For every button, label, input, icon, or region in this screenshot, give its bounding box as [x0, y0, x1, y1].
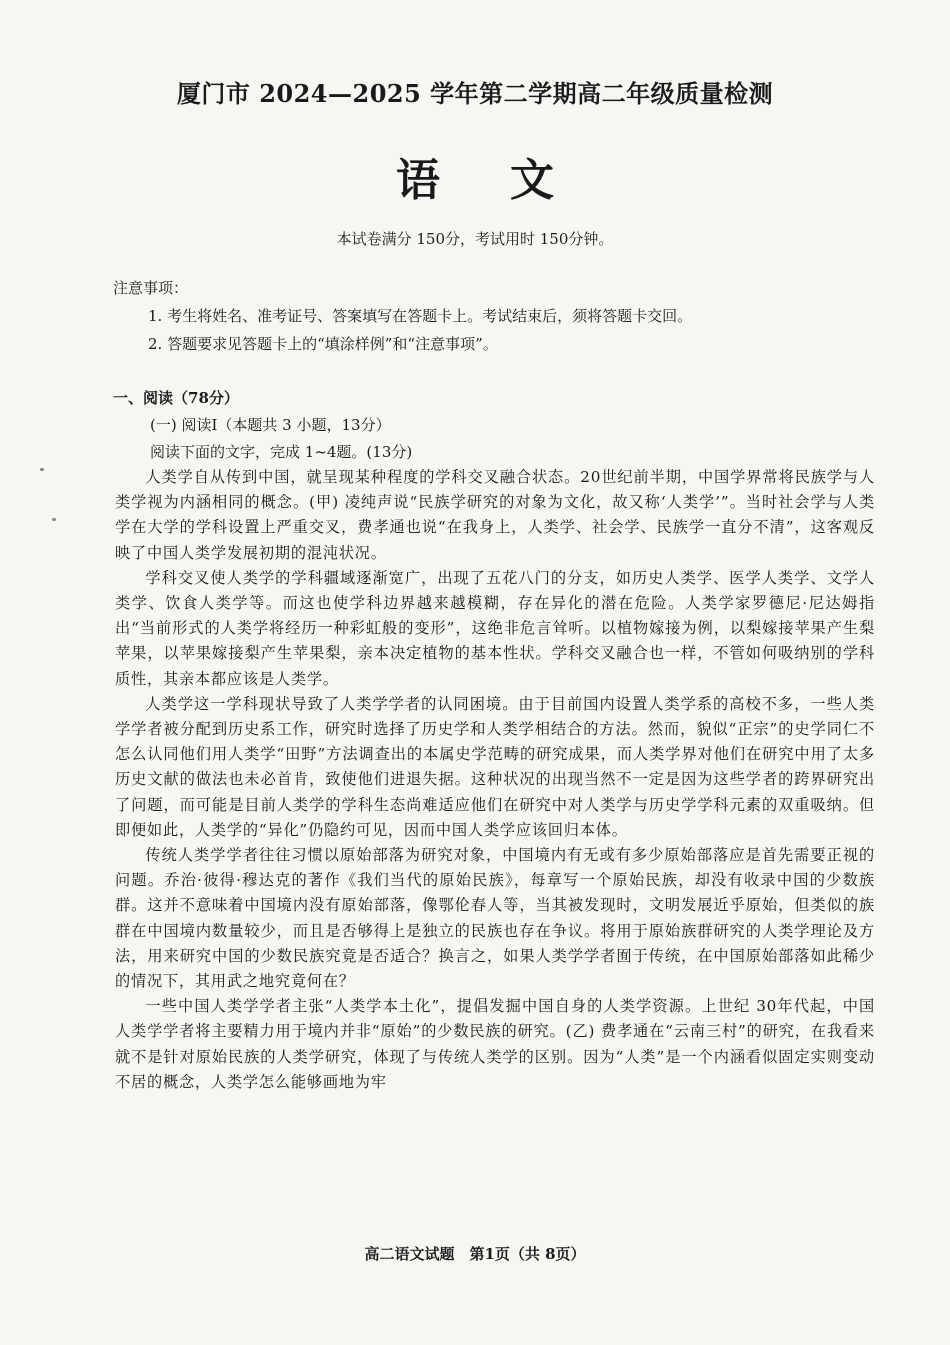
scan-speck	[40, 468, 44, 471]
exam-title: 厦门市 2024—2025 学年第二学期高二年级质量检测	[176, 79, 774, 108]
passage-paragraph: 人类学自从传到中国，就呈现某种程度的学科交叉融合状态。20世纪前半期，中国学界常将民族学与人类学视为内涵相同的概念。(甲) 凌纯声说“民族学研究的对象为文化，故又称‘人类学’”。当时社会学与人类学在大学的学科设置上严重交叉，费孝通也说“在我身上，人类学、社会学、民族学一直分不清”，这客观反映了中国人类学发展初期的混沌状况。	[115, 468, 875, 562]
scan-speck	[52, 518, 56, 521]
passage-paragraph: 学科交叉使人类学的学科疆域逐渐宽广，出现了五花八门的分支，如历史人类学、医学人类学、文学人类学、饮食人类学等。而这也使学科边界越来越模糊，存在异化的潜在危险。人类学家罗德尼·尼达姆指出“当前形式的人类学将经历一种彩虹般的变形”，这绝非危言耸听。以植物嫁接为例，以梨嫁接苹果产生梨苹果，以苹果嫁接梨产生苹果梨，亲本决定植物的基本性状。学科交叉融合也一样，不管如何吸纳别的学科质性，其亲本都应该是人类学。	[115, 568, 875, 688]
note-item: 2. 答题要求见答题卡上的“填涂样例”和“注意事项”。	[148, 335, 498, 353]
passage-paragraph: 一些中国人类学学者主张“人类学本土化”，提倡发掘中国自身的人类学资源。上世纪 30年代起，中国人类学学者将主要精力用于境内并非“原始”的少数民族的研究。(乙) 费孝通在“云南三村”的研究，在我看来就不是针对原始民族的人类学研究，体现了与传统人类学的区别。因为“人类”是一个内涵看似固定实则变动不居的概念，人类学怎么能够画地为牢	[115, 997, 875, 1091]
section-heading: 一、阅读（78分）	[113, 389, 239, 407]
note-item: 1. 考生将姓名、准考证号、答案填写在答题卡上。考试结束后，须将答题卡交回。	[148, 307, 693, 325]
notes-title: 注意事项：	[113, 279, 189, 297]
page-footer: 高二语文试题 第1页（共 8页）	[364, 1245, 586, 1263]
passage-paragraph: 人类学这一学科现状导致了人类学学者的认同困境。由于目前国内设置人类学系的高校不多，一些人类学学者被分配到历史系工作，研究时选择了历史学和人类学相结合的方法。然而，貌似“正宗”的史学同仁不怎么认同他们用人类学“田野”方法调查出的本属史学范畴的研究成果，而人类学界对他们在研究中用了太多历史文献的做法也未必首肯，致使他们进退失据。这种状况的出现当然不一定是因为这些学者的跨界研究出了问题，而可能是目前人类学的学科生态尚难适应他们在研究中对人类学与历史学学科元素的双重吸纳。但即便如此，人类学的“异化”仍隐约可见，因而中国人类学应该回归本体。	[115, 694, 875, 839]
subject-title: 语文	[396, 155, 624, 206]
exam-info: 本试卷满分 150分，考试用时 150分钟。	[336, 230, 614, 248]
reading-instruction: 阅读下面的文字，完成 1~4题。(13分)	[150, 443, 413, 461]
passage-paragraph: 传统人类学学者往往习惯以原始部落为研究对象，中国境内有无或有多少原始部落应是首先需要正视的问题。乔治·彼得·穆达克的著作《我们当代的原始民族》，每章写一个原始民族，却没有收录中国的少数族群。这并不意味着中国境内没有原始部落，像鄂伦春人等，当其被发现时，文明发展近乎原始，但类似的族群在中国境内数量较少，而且是否够得上是独立的民族也存在争议。将用于原始族群研究的人类学理论及方法，用来研究中国的少数民族究竟是否适合？换言之，如果人类学学者囿于传统，在中国原始部落如此稀少的情况下，其用武之地究竟何在？	[115, 846, 875, 991]
reading-passage	[115, 465, 875, 1095]
sub-heading: (一) 阅读Ⅰ（本题共 3 小题，13分）	[150, 416, 391, 434]
